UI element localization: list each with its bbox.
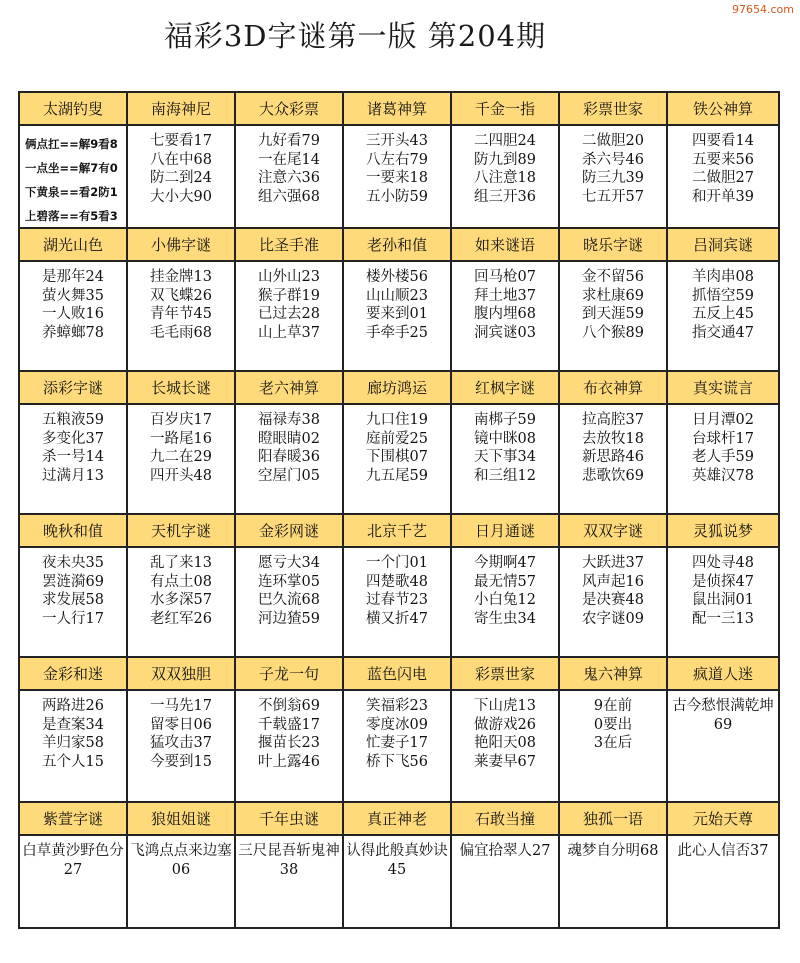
header-cell: 天机字谜 (128, 515, 236, 548)
cell-line: 猴子群19 (258, 287, 320, 304)
cell-line: 镜中眯08 (474, 430, 536, 447)
cell-line: 过满月13 (42, 467, 104, 484)
header-cell: 铁公神算 (668, 93, 780, 126)
cell-line: 四开头48 (150, 467, 212, 484)
content-cell (20, 548, 128, 658)
header-cell: 千金一指 (452, 93, 560, 126)
content-cell (128, 405, 236, 515)
cell-line: 乱了来13 (150, 555, 212, 571)
content-cell (236, 836, 344, 929)
cell-line: 福禄寿38 (258, 412, 320, 428)
cell-line: 手牵手25 (366, 324, 428, 341)
content-cell (20, 836, 128, 929)
cell-line: 天下事34 (474, 449, 536, 465)
content-cell (20, 405, 128, 515)
content-cell (344, 691, 452, 803)
cell-line: 三开头43 (366, 133, 428, 149)
cell-line: 寄生虫34 (474, 610, 536, 627)
cell-line: 腹内埋68 (474, 306, 536, 322)
cell-line: 五粮液59 (42, 412, 104, 428)
cell-line: 一点坐==解7有0 (25, 161, 118, 175)
content-cell (128, 548, 236, 658)
cell-line: 防二到24 (150, 170, 212, 186)
cell-line: 双飞蝶26 (150, 287, 212, 304)
header-cell: 元始天尊 (668, 803, 780, 836)
content-cell (560, 691, 668, 803)
content-cell (236, 691, 344, 803)
cell-line: 庭前爱25 (366, 430, 428, 447)
header-cell: 吕洞宾谜 (668, 229, 780, 262)
cell-line: 和三组12 (474, 467, 536, 484)
cell-line: 一人行17 (42, 610, 104, 627)
header-cell: 添彩字谜 (20, 372, 128, 405)
cell-line: 连环掌05 (258, 573, 320, 590)
content-cell (128, 691, 236, 803)
cell-line: 鼠出洞01 (692, 592, 754, 608)
cell-line: 做游戏26 (474, 716, 536, 733)
cell-line: 是决赛48 (582, 592, 644, 608)
cell-line: 笑福彩23 (366, 698, 428, 714)
content-cell (20, 691, 128, 803)
header-cell: 红枫字谜 (452, 372, 560, 405)
header-cell: 独孤一语 (560, 803, 668, 836)
cell-line: 今期啊47 (474, 555, 536, 571)
cell-line: 留零日06 (150, 716, 212, 733)
cell-line: 七要看17 (150, 133, 212, 149)
cell-line: 南梆子59 (474, 412, 536, 428)
cell-line: 小白兔12 (474, 592, 536, 608)
cell-line: 指交通47 (692, 324, 754, 341)
cell-line: 四要看14 (692, 133, 754, 149)
content-cell (236, 262, 344, 372)
cell-line: 五小防59 (366, 188, 428, 205)
cell-line: 阳春暖36 (258, 449, 320, 465)
cell-line: 拉高腔37 (582, 412, 644, 428)
cell-line: 羊归家58 (42, 735, 104, 751)
cell-line: 楼外楼56 (366, 269, 428, 285)
content-cell (236, 126, 344, 229)
header-cell: 千年虫谜 (236, 803, 344, 836)
header-cell: 鬼六神算 (560, 658, 668, 691)
content-cell (668, 126, 780, 229)
cell-line: 组六强68 (258, 188, 320, 205)
cell-line: 防九到89 (474, 151, 536, 168)
header-cell: 大众彩票 (236, 93, 344, 126)
cell-line: 悲歌饮69 (582, 467, 644, 484)
header-cell: 老孙和值 (344, 229, 452, 262)
cell-line: 九好看79 (258, 133, 320, 149)
content-cell (128, 262, 236, 372)
header-cell: 老六神算 (236, 372, 344, 405)
cell-line: 求杜康69 (582, 287, 644, 304)
cell-line: 要来到01 (366, 306, 428, 322)
cell-line: 金不留56 (582, 269, 644, 285)
cell-line: 抓悟空59 (692, 287, 754, 304)
cell-line: 水多深57 (150, 592, 212, 608)
header-cell: 廊坊鸿运 (344, 372, 452, 405)
cell-line: 最无情57 (474, 573, 536, 590)
cell-line: 组三开36 (474, 188, 536, 205)
header-cell: 日月通谜 (452, 515, 560, 548)
cell-line: 已过去28 (258, 306, 320, 322)
cell-line: 养蟑螂78 (42, 324, 104, 341)
cell-line: 3在后 (593, 735, 633, 751)
header-cell: 灵狐说梦 (668, 515, 780, 548)
content-cell (560, 405, 668, 515)
cell-line: 注意六36 (258, 170, 320, 186)
content-cell (452, 405, 560, 515)
header-cell: 子龙一句 (236, 658, 344, 691)
cell-line: 回马枪07 (474, 269, 536, 285)
cell-line: 五反上45 (692, 306, 754, 322)
content-cell (668, 836, 780, 929)
cell-line: 九二在29 (150, 449, 212, 465)
cell-line: 下围棋07 (366, 449, 428, 465)
cell-line: 英雄汉78 (692, 467, 754, 484)
header-cell: 金彩网谜 (236, 515, 344, 548)
cell-line: 山上草37 (258, 324, 320, 341)
cell-line: 四楚歌48 (366, 573, 428, 590)
header-cell: 比圣手准 (236, 229, 344, 262)
content-cell (344, 548, 452, 658)
cell-line: 艳阳天08 (474, 735, 536, 751)
cell-line: 三尺昆吾斩鬼神38 (238, 843, 340, 878)
header-cell: 彩票世家 (452, 658, 560, 691)
cell-line: 白草黄沙野色分27 (22, 843, 124, 878)
content-cell (560, 262, 668, 372)
content-cell (128, 126, 236, 229)
cell-line: 去放牧18 (582, 430, 644, 447)
cell-line: 一在尾14 (258, 151, 320, 168)
cell-line: 拜土地37 (474, 287, 536, 304)
cell-line: 新思路46 (582, 449, 644, 465)
cell-line: 忙妻子17 (366, 735, 428, 751)
header-cell: 湖光山色 (20, 229, 128, 262)
cell-line: 莱妻早67 (474, 753, 536, 770)
header-cell: 真正神老 (344, 803, 452, 836)
content-cell (344, 405, 452, 515)
header-cell: 石敢当撞 (452, 803, 560, 836)
content-cell (452, 691, 560, 803)
cell-line: 0要出 (593, 716, 633, 733)
cell-line: 八注意18 (474, 170, 536, 186)
cell-line: 过春节23 (366, 592, 428, 608)
header-cell: 诸葛神算 (344, 93, 452, 126)
content-cell (236, 548, 344, 658)
cell-line: 二四胆24 (474, 133, 536, 149)
content-cell (128, 836, 236, 929)
content-cell (20, 262, 128, 372)
header-cell: 彩票世家 (560, 93, 668, 126)
cell-line: 萤火舞35 (42, 287, 104, 304)
riddle-table (18, 91, 780, 929)
cell-line: 多变化37 (42, 430, 104, 447)
cell-line: 挂金牌13 (150, 269, 212, 285)
cell-line: 杀一号14 (42, 449, 104, 465)
cell-line: 叶上露46 (258, 753, 320, 770)
cell-line: 农字谜09 (582, 610, 644, 627)
header-cell: 晚秋和值 (20, 515, 128, 548)
header-cell: 真实谎言 (668, 372, 780, 405)
cell-line: 八在中68 (150, 151, 212, 168)
content-cell (452, 836, 560, 929)
content-cell (344, 836, 452, 929)
cell-line: 风声起16 (582, 573, 644, 590)
cell-line: 毛毛雨68 (150, 324, 212, 341)
header-cell: 双双字谜 (560, 515, 668, 548)
watermark: 97654.com (732, 3, 794, 16)
header-cell: 晓乐字谜 (560, 229, 668, 262)
cell-line: 四处寻48 (692, 555, 754, 571)
cell-line: 大小大90 (150, 188, 212, 205)
cell-line: 零度冰09 (366, 716, 428, 733)
cell-line: 青年节45 (150, 306, 212, 322)
content-cell (668, 405, 780, 515)
content-cell (236, 405, 344, 515)
content-cell (668, 691, 780, 803)
cell-line: 偏宜拾翠人27 (459, 843, 551, 859)
content-cell (344, 126, 452, 229)
cell-line: 五要来56 (692, 151, 754, 168)
cell-line: 到天涯59 (582, 306, 644, 322)
cell-line: 山山顺23 (366, 287, 428, 304)
header-cell: 狼姐姐谜 (128, 803, 236, 836)
header-cell: 疯道人迷 (668, 658, 780, 691)
cell-line: 飞鸿点点来边塞06 (130, 843, 232, 878)
cell-line: 魂梦自分明68 (567, 843, 659, 859)
cell-line: 八左右79 (366, 151, 428, 168)
cell-line: 今要到15 (150, 753, 212, 770)
header-cell: 布衣神算 (560, 372, 668, 405)
cell-line: 愿亏大34 (258, 555, 320, 571)
cell-line: 羊肉串08 (692, 269, 754, 285)
cell-line: 山外山23 (258, 269, 320, 285)
header-cell: 太湖钓叟 (20, 93, 128, 126)
cell-line: 八个猴89 (582, 324, 644, 341)
cell-line: 横又折47 (366, 610, 428, 627)
cell-line: 空屋门05 (258, 467, 320, 484)
content-cell (344, 262, 452, 372)
cell-line: 日月潭02 (692, 412, 754, 428)
content-cell (452, 548, 560, 658)
content-cell (20, 126, 128, 229)
cell-line: 一要来18 (366, 170, 428, 186)
cell-line: 二做胆20 (582, 133, 644, 149)
cell-line: 是查案34 (42, 716, 104, 733)
cell-line: 一个门01 (366, 555, 428, 571)
cell-line: 老人手59 (692, 449, 754, 465)
cell-line: 一马先17 (150, 698, 212, 714)
content-cell (452, 262, 560, 372)
header-cell: 紫萱字谜 (20, 803, 128, 836)
content-cell (452, 126, 560, 229)
cell-line: 一路尾16 (150, 430, 212, 447)
content-cell (560, 836, 668, 929)
cell-line: 古今愁恨满乾坤69 (672, 698, 774, 733)
content-cell (668, 548, 780, 658)
header-cell: 长城长谜 (128, 372, 236, 405)
cell-line: 和开单39 (692, 188, 754, 205)
cell-line: 二做胆27 (692, 170, 754, 186)
cell-line: 大跃进37 (582, 555, 644, 571)
cell-line: 认得此般真妙诀45 (346, 843, 448, 878)
cell-line: 两路进26 (42, 698, 104, 714)
cell-line: 千载盛17 (258, 716, 320, 733)
cell-line: 百岁庆17 (150, 412, 212, 428)
cell-line: 七五开57 (582, 188, 644, 205)
header-cell: 南海神尼 (128, 93, 236, 126)
cell-line: 九五尾59 (366, 467, 428, 484)
cell-line: 不倒翁69 (258, 698, 320, 714)
cell-line: 老红军26 (150, 610, 212, 627)
cell-line: 罢涟漪69 (42, 573, 104, 590)
content-cell (668, 262, 780, 372)
cell-line: 杀六号46 (582, 151, 644, 168)
cell-line: 下山虎13 (474, 698, 536, 714)
cell-line: 一人败16 (42, 306, 104, 322)
cell-line: 巴久流68 (258, 592, 320, 608)
cell-line: 求发展58 (42, 592, 104, 608)
cell-line: 下黄泉==看2防1 (25, 185, 118, 199)
cell-line: 桥下飞56 (366, 753, 428, 770)
content-cell (560, 548, 668, 658)
header-cell: 蓝色闪电 (344, 658, 452, 691)
cell-line: 河边猹59 (258, 610, 320, 627)
header-cell: 北京千艺 (344, 515, 452, 548)
cell-line: 有点土08 (150, 573, 212, 590)
header-cell: 小佛字谜 (128, 229, 236, 262)
cell-line: 上碧落==有5看3 (25, 209, 118, 223)
cell-line: 是侦探47 (692, 573, 754, 590)
cell-line: 配一三13 (692, 610, 754, 627)
cell-line: 猛攻击37 (150, 735, 212, 751)
header-cell: 双双独胆 (128, 658, 236, 691)
cell-line: 是那年24 (42, 269, 104, 285)
cell-line: 揠苗长23 (258, 735, 320, 751)
cell-line: 此心人信否37 (677, 843, 769, 859)
header-cell: 金彩和迷 (20, 658, 128, 691)
cell-line: 防三九39 (582, 170, 644, 186)
cell-line: 夜未央35 (42, 555, 104, 571)
page-title: 福彩3D字谜第一版 第204期 (163, 19, 547, 53)
cell-line: 俩点扛==解9看8 (25, 137, 118, 151)
cell-line: 9在前 (593, 698, 633, 714)
content-cell (560, 126, 668, 229)
cell-line: 五个人15 (42, 753, 104, 770)
cell-line: 洞宾谜03 (474, 324, 536, 341)
header-cell: 如来谜语 (452, 229, 560, 262)
cell-line: 台球杆17 (692, 430, 754, 447)
cell-line: 九口住19 (366, 412, 428, 428)
cell-line: 瞪眼睛02 (258, 430, 320, 447)
